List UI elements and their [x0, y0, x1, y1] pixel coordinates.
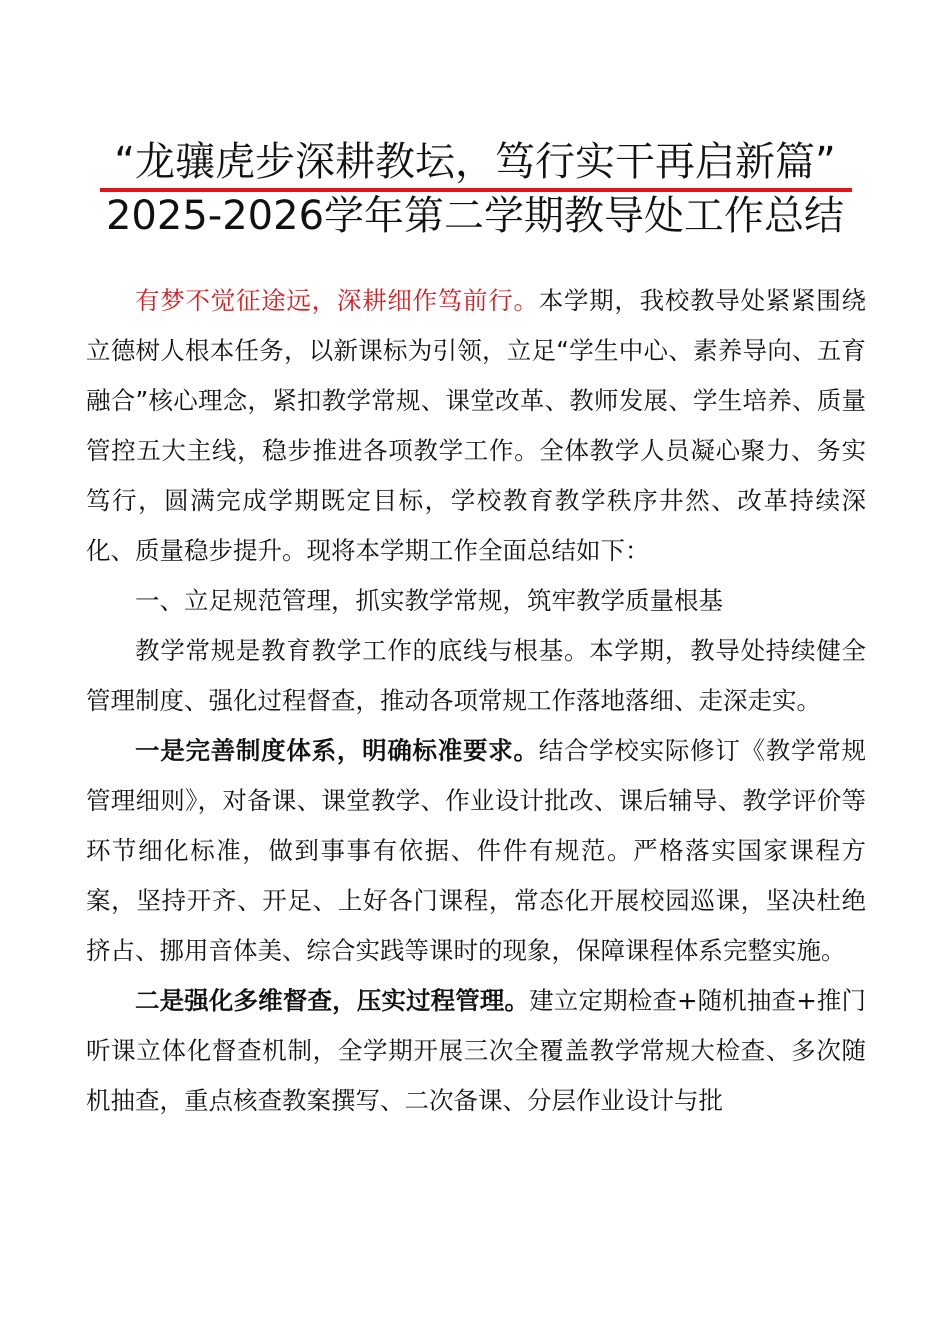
document-body	[86, 276, 866, 1126]
item-lead-2: 二是强化多维督查，压实过程管理。	[135, 986, 530, 1015]
item-paragraph-1	[86, 726, 866, 976]
document-subtitle: 2025-2026学年第二学期教导处工作总结	[105, 193, 845, 239]
item-text-1: 结合学校实际修订《教学常规管理细则》，对备课、课堂教学、作业设计批改、课后辅导、教学评价等环节细化标准，做到事事有依据、件件有规范。严格落实国家课程方案，坚持开齐、开足、上好各门课程，常态化开展校园巡课，坚决杜绝挤占、挪用音体美、综合实践等课时的现象，保障课程体系完整实施。	[86, 736, 867, 965]
document-title: “龙骧虎步深耕教坛，笃行实干再启新篇”	[114, 139, 836, 185]
section-paragraph-1: 教学常规是教育教学工作的底线与根基。本学期，教导处持续健全管理制度、强化过程督查，推动各项常规工作落地落细、走深走实。	[86, 636, 866, 715]
intro-text: 本学期，我校教导处紧紧围绕立德树人根本任务，以新课标为引领，立足“学生中心、素养导向、五育融合”核心理念，紧扣教学常规、课堂改革、教师发展、学生培养、质量管控五大主线，稳步推进各项教学工作。全体教学人员凝心聚力、务实笃行，圆满完成学期既定目标，学校教育教学秩序井然、改革持续深化、质量稳步提升。现将本学期工作全面总结如下：	[86, 286, 867, 565]
item-paragraph-2	[86, 976, 866, 1126]
section-heading-1: 一、立足规范管理，抓实教学常规，筑牢教学质量根基	[135, 586, 723, 615]
item-lead-1: 一是完善制度体系，明确标准要求。	[135, 736, 539, 765]
intro-lead: 有梦不觉征途远，深耕细作笃前行。	[135, 286, 539, 315]
intro-paragraph	[86, 276, 866, 576]
item-text-2: 建立定期检查+随机抽查+推门听课立体化督查机制，全学期开展三次全覆盖教学常规大检查、多次随机抽查，重点核查教案撰写、二次备课、分层作业设计与批	[86, 986, 866, 1115]
